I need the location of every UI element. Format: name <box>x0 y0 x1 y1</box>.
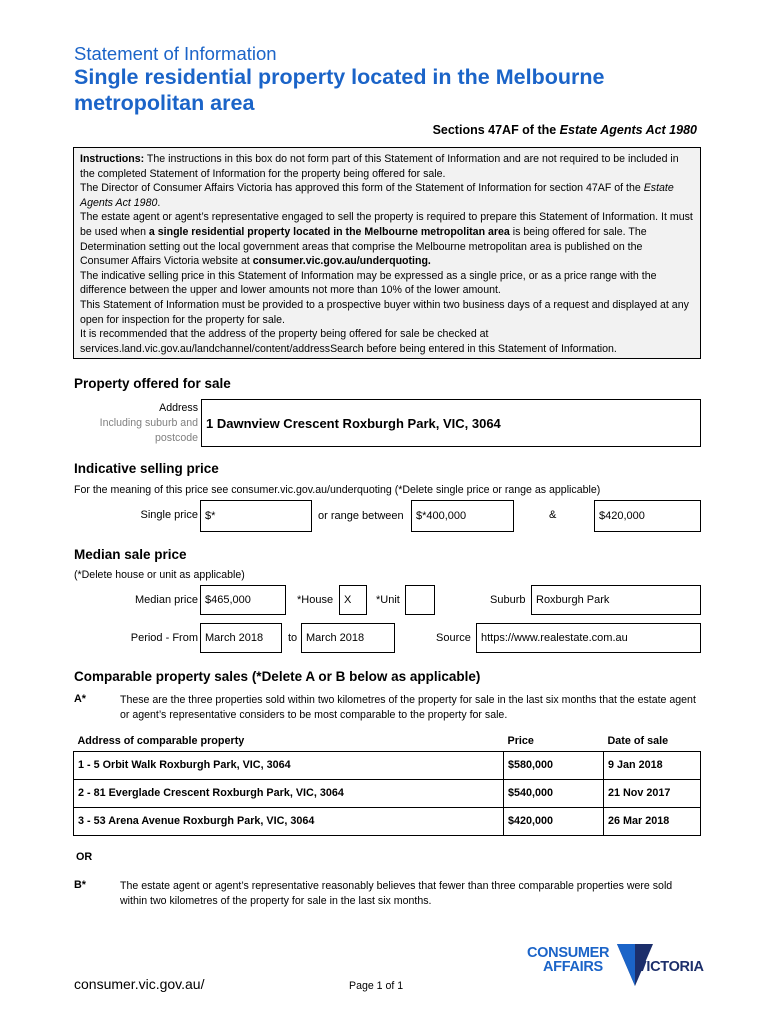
comparable-date-cell[interactable]: 21 Nov 2017 <box>604 779 701 807</box>
address-label-line: Including suburb and <box>99 417 198 429</box>
sections-reference <box>433 123 697 137</box>
comparable-heading: Comparable property sales (*Delete A or B below as applicable) <box>74 669 481 684</box>
comparable-date-cell[interactable]: 26 Mar 2018 <box>604 807 701 835</box>
option-a-label: A* <box>74 693 86 705</box>
address-label <box>74 401 198 446</box>
sections-prefix: Sections 47AF of the <box>432 123 560 137</box>
suburb-field[interactable]: Roxburgh Park <box>531 585 701 615</box>
logo-victoria-text: VICTORIA <box>637 959 704 975</box>
comparable-address-cell[interactable]: 1 - 5 Orbit Walk Roxburgh Park, VIC, 3064 <box>74 751 504 779</box>
source-label: Source <box>436 632 471 644</box>
single-price-label: Single price <box>140 509 198 521</box>
comparable-price-cell[interactable]: $580,000 <box>504 751 604 779</box>
instructions-text: The Director of Consumer Affairs Victoria has approved this form of the Statement of Information for section 47AF of the <box>80 182 644 195</box>
page-number: Page 1 of 1 <box>349 980 404 992</box>
address-label-line: postcode <box>155 432 198 444</box>
document-heading: Statement of Information <box>74 43 277 64</box>
range-ampersand: & <box>549 509 557 521</box>
instructions-text: is being offered for sale. The Determination setting out the local government areas that comprise the Melbourne metropolitan area is published on the Consumer Affairs Victoria website at <box>80 225 647 268</box>
or-label: OR <box>76 851 93 863</box>
unit-checkbox[interactable] <box>405 585 435 615</box>
median-heading: Median sale price <box>74 547 187 562</box>
comparable-price-cell[interactable]: $540,000 <box>504 779 604 807</box>
period-to-label: to <box>288 632 298 644</box>
sections-act: Estate Agents Act 1980 <box>559 123 697 137</box>
table-row <box>74 751 701 779</box>
median-price-label: Median price <box>135 594 198 606</box>
instructions-text: The estate agent or agent’s representative engaged to sell the property is required to prepare this Statement of Information. It must be used when <box>80 211 693 238</box>
logo-affairs-text: AFFAIRS <box>543 959 603 975</box>
comparable-date-cell[interactable]: 9 Jan 2018 <box>604 751 701 779</box>
single-price-field[interactable]: $* <box>200 500 312 532</box>
indicative-note: For the meaning of this price see consumer.vic.gov.au/underquoting (*Delete single price or range as applicable) <box>74 484 601 496</box>
comparable-address-cell[interactable]: 2 - 81 Everglade Crescent Roxburgh Park, VIC, 3064 <box>74 779 504 807</box>
instructions-box <box>73 147 701 359</box>
instructions-label: Instructions: <box>80 153 145 165</box>
column-header-price: Price <box>504 731 604 751</box>
house-label: *House <box>297 594 334 606</box>
instructions-text: The instructions in this box do not form part of this Statement of Information and are not required to be included in the completed Statement of Information for the property being offered for sale. <box>80 153 679 180</box>
option-a-text: These are the three properties sold within two kilometres of the property for sale in the last six months that the estate agent or agent’s representative considers to be most comparable to the property for sale. <box>120 694 696 721</box>
option-b-text: The estate agent or agent’s representative reasonably believes that fewer than three comparable properties were sold within two kilometres of the property for sale in the last six months. <box>120 880 673 907</box>
underquoting-link[interactable]: consumer.vic.gov.au/underquoting. <box>252 255 431 268</box>
address-label-line: Address <box>159 402 198 414</box>
instructions-text: . <box>157 196 161 209</box>
instructions-bold-text: a single residential property located in the Melbourne metropolitan area <box>148 225 510 238</box>
option-b-label: B* <box>74 879 86 891</box>
footer-website[interactable]: consumer.vic.gov.au/ <box>74 976 205 992</box>
table-row <box>74 807 701 835</box>
property-heading: Property offered for sale <box>74 376 231 391</box>
table-row <box>74 779 701 807</box>
indicative-heading: Indicative selling price <box>74 461 219 476</box>
median-price-field[interactable]: $465,000 <box>200 585 286 615</box>
document-title: Single residential property located in the Melbourne metropolitan area <box>74 65 605 115</box>
unit-label: *Unit <box>376 594 400 606</box>
logo-consumer-text: CONSUMER <box>527 945 610 961</box>
comparable-price-cell[interactable]: $420,000 <box>504 807 604 835</box>
comparable-address-cell[interactable]: 3 - 53 Arena Avenue Roxburgh Park, VIC, 3064 <box>74 807 504 835</box>
address-field[interactable]: 1 Dawnview Crescent Roxburgh Park, VIC, 3064 <box>201 399 701 447</box>
range-label: or range between <box>318 510 404 522</box>
house-checkbox[interactable]: X <box>339 585 367 615</box>
source-field[interactable]: https://www.realestate.com.au <box>476 623 701 653</box>
table-header-row <box>74 731 701 751</box>
comparable-table <box>73 731 701 836</box>
median-note: (*Delete house or unit as applicable) <box>74 569 245 581</box>
instructions-paragraph: It is recommended that the address of the property being offered for sale be checked at services.land.vic.gov.au/landchannel/content/addressSearch before being entered in this Statement of Information. <box>80 328 617 355</box>
instructions-paragraph <box>80 181 694 210</box>
range-high-field[interactable]: $420,000 <box>594 500 701 532</box>
period-from-label: Period - From <box>130 632 198 644</box>
instructions-paragraph: The indicative selling price in this Statement of Information may be expressed as a single price, or as a price range with the difference between the upper and lower amounts not more than 10% of the lower amount. <box>80 269 657 297</box>
column-header-address: Address of comparable property <box>74 731 504 751</box>
period-to-field[interactable]: March 2018 <box>301 623 395 653</box>
consumer-affairs-victoria-logo <box>527 942 703 988</box>
column-header-date: Date of sale <box>604 731 701 751</box>
range-low-field[interactable]: $*400,000 <box>411 500 514 532</box>
instructions-paragraph <box>80 210 694 268</box>
instructions-act: Estate Agents Act 1980 <box>80 182 674 209</box>
period-from-field[interactable]: March 2018 <box>200 623 282 653</box>
instructions-paragraph <box>80 152 694 181</box>
suburb-label: Suburb <box>490 594 526 606</box>
instructions-paragraph: This Statement of Information must be provided to a prospective buyer within two business days of a request and displayed at any open for inspection for the property for sale. <box>80 298 689 326</box>
